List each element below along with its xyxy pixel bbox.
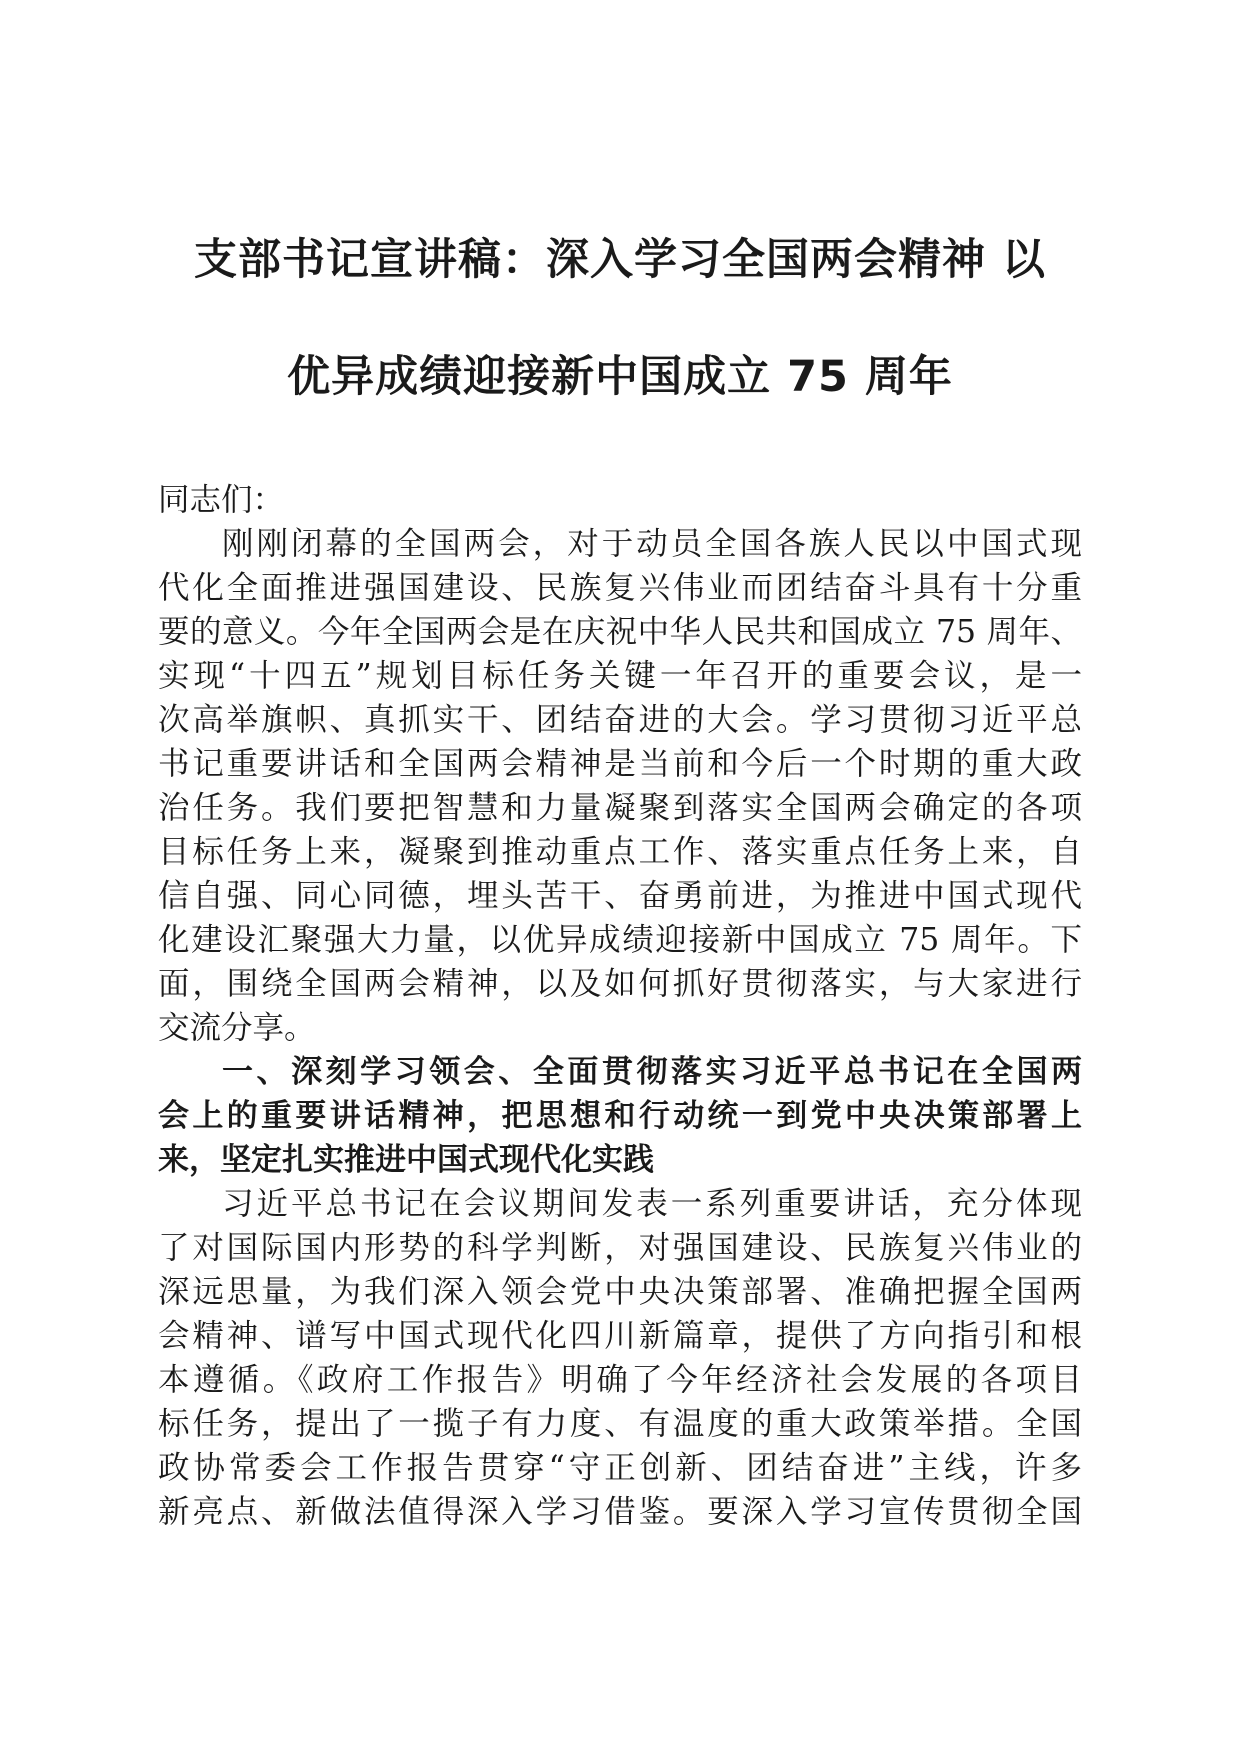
paragraph-1-line: 面，围绕全国两会精神，以及如何抓好贯彻落实，与大家进行 (158, 966, 1082, 1002)
paragraph-1-line: 代化全面推进强国建设、民族复兴伟业而团结奋斗具有十分重 (158, 570, 1082, 606)
paragraph-1-line: 目标任务上来，凝聚到推动重点工作、落实重点任务上来，自 (158, 834, 1082, 870)
paragraph-2-line: 政协常委会工作报告贯穿“守正创新、团结奋进”主线，许多 (158, 1450, 1082, 1486)
paragraph-2-line: 深远思量，为我们深入领会党中央决策部署、准确把握全国两 (158, 1274, 1082, 1310)
document-title-line-1: 支部书记宣讲稿：深入学习全国两会精神 以 (194, 235, 1046, 285)
section-heading-1-line: 会上的重要讲话精神，把思想和行动统一到党中央决策部署上 (158, 1098, 1082, 1134)
paragraph-1-line: 书记重要讲话和全国两会精神是当前和今后一个时期的重大政 (158, 746, 1082, 782)
paragraph-1-line: 实现“十四五”规划目标任务关键一年召开的重要会议，是一 (158, 658, 1082, 694)
paragraph-2-line: 了对国际国内形势的科学判断，对强国建设、民族复兴伟业的 (158, 1230, 1082, 1266)
paragraph-1-line: 刚刚闭幕的全国两会，对于动员全国各族人民以中国式现 (222, 526, 1082, 562)
paragraph-2-line: 标任务，提出了一揽子有力度、有温度的重大政策举措。全国 (158, 1406, 1082, 1442)
paragraph-2-line: 会精神、谱写中国式现代化四川新篇章，提供了方向指引和根 (158, 1318, 1082, 1354)
section-heading-1-line: 来，坚定扎实推进中国式现代化实践 (158, 1142, 654, 1178)
greeting: 同志们： (158, 482, 285, 518)
paragraph-1-line: 治任务。我们要把智慧和力量凝聚到落实全国两会确定的各项 (158, 790, 1082, 826)
paragraph-1-line: 化建设汇聚强大力量，以优异成绩迎接新中国成立 75 周年。下 (158, 922, 1082, 958)
paragraph-1-line: 信自强、同心同德，埋头苦干、奋勇前进，为推进中国式现代 (158, 878, 1082, 914)
paragraph-1-line: 次高举旗帜、真抓实干、团结奋进的大会。学习贯彻习近平总 (158, 702, 1082, 738)
section-heading-1-line: 一、深刻学习领会、全面贯彻落实习近平总书记在全国两 (222, 1054, 1082, 1090)
paragraph-1-line: 交流分享。 (158, 1010, 316, 1046)
paragraph-2-line: 本遵循。《政府工作报告》明确了今年经济社会发展的各项目 (158, 1362, 1082, 1398)
paragraph-1-line: 要的意义。今年全国两会是在庆祝中华人民共和国成立 75 周年、 (158, 614, 1082, 650)
paragraph-2-line: 新亮点、新做法值得深入学习借鉴。要深入学习宣传贯彻全国 (158, 1494, 1082, 1530)
paragraph-2-line: 习近平总书记在会议期间发表一系列重要讲话，充分体现 (222, 1186, 1082, 1222)
document-title-line-2: 优异成绩迎接新中国成立 75 周年 (287, 352, 953, 402)
